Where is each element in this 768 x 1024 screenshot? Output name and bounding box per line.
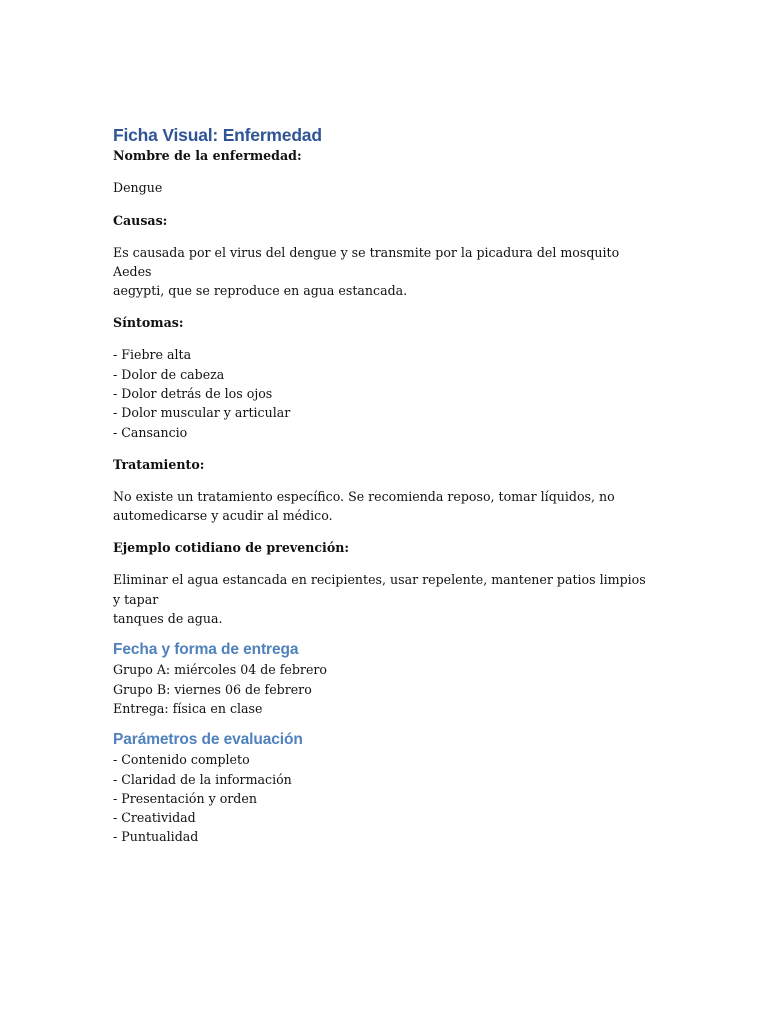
document-title: Ficha Visual: Enfermedad (113, 125, 322, 145)
list-item: - Dolor muscular y articular (113, 405, 291, 421)
prevencion-label: Ejemplo cotidiano de prevención: (113, 540, 350, 556)
entrega-list (113, 660, 653, 718)
list-item: - Cansancio (113, 424, 188, 440)
causas-line: Es causada por el virus del dengue y se transmite por la picadura del mosquito Aedes (113, 244, 620, 279)
list-item: - Contenido completo (113, 752, 250, 768)
entrega-line: Grupo A: miércoles 04 de febrero (113, 662, 328, 678)
list-item: - Claridad de la información (113, 771, 292, 787)
sintomas-list (113, 345, 653, 441)
tratamiento-line: No existe un tratamiento específico. Se recomienda reposo, tomar líquidos, no (113, 488, 615, 504)
nombre-label: Nombre de la enfermedad: (113, 148, 302, 163)
prevencion-line: tanques de agua. (113, 611, 223, 627)
tratamiento-label: Tratamiento: (113, 456, 205, 472)
list-item: - Dolor de cabeza (113, 366, 225, 382)
entrega-line: Entrega: física en clase (113, 700, 263, 716)
list-item: - Fiebre alta (113, 347, 192, 363)
list-item: - Creatividad (113, 810, 196, 826)
tratamiento-line: automedicarse y acudir al médico. (113, 508, 333, 524)
entrega-line: Grupo B: viernes 06 de febrero (113, 681, 312, 697)
sintomas-label: Síntomas: (113, 315, 184, 331)
list-item: - Dolor detrás de los ojos (113, 385, 273, 401)
nombre-value: Dengue (113, 180, 163, 195)
entrega-heading: Fecha y forma de entrega (113, 641, 299, 659)
document-page (113, 124, 653, 847)
prevencion-line: Eliminar el agua estancada en recipientes, usar repelente, mantener patios limpios y tapar (113, 572, 646, 607)
list-item: - Presentación y orden (113, 790, 257, 806)
evaluacion-heading: Parámetros de evaluación (113, 731, 303, 749)
causas-line: aegypti, que se reproduce en agua estancada. (113, 283, 408, 299)
causas-label: Causas: (113, 212, 168, 228)
prevencion-text (113, 570, 653, 628)
evaluacion-list (113, 750, 653, 846)
list-item: - Puntualidad (113, 829, 199, 845)
causas-text (113, 243, 653, 301)
tratamiento-text (113, 487, 653, 526)
